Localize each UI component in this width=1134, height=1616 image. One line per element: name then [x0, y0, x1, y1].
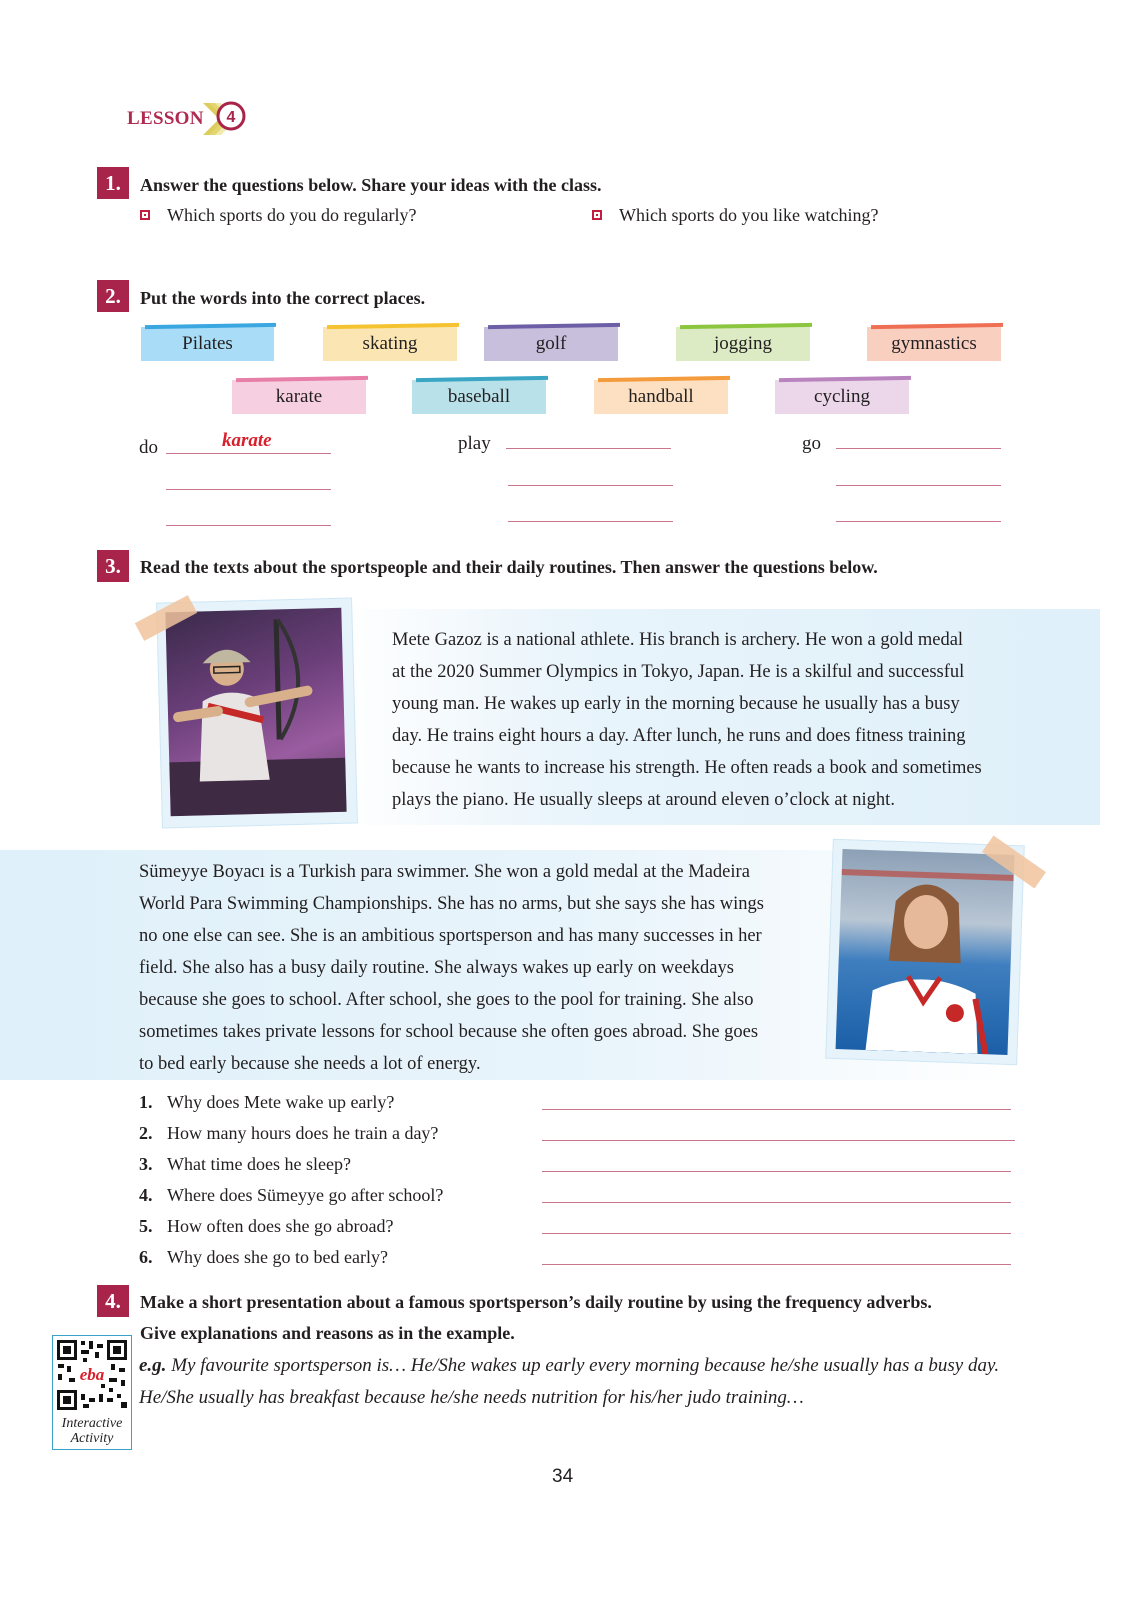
- text-line: sometimes takes private lessons for school because she often goes abroad. She goes: [139, 1022, 759, 1042]
- exercise-number-2: 2.: [97, 280, 129, 312]
- text-line: because she goes to school. After school, she goes to the pool for training. She also: [139, 990, 754, 1010]
- lesson-number-badge: [201, 99, 257, 139]
- tag-stripe: [145, 323, 276, 329]
- text-line: field. She also has a busy daily routine. She always wakes up early on weekdays: [139, 958, 734, 978]
- question-item: [139, 1154, 351, 1175]
- tag-stripe: [416, 376, 548, 382]
- qr-caption-line: Activity: [70, 1431, 114, 1446]
- answer-blank[interactable]: [166, 453, 331, 454]
- exercise-number-3: 3.: [97, 550, 129, 582]
- tag-stripe: [598, 376, 730, 382]
- lesson-number: 4: [226, 109, 236, 126]
- text-line: plays the piano. He usually sleeps at around eleven o’clock at night.: [392, 790, 895, 810]
- exercise-3-instruction: Read the texts about the sportspeople and their daily routines. Then answer the questions below.: [140, 557, 878, 577]
- exercise-1-instruction: Answer the questions below. Share your ideas with the class.: [140, 175, 602, 195]
- text-line: Mete Gazoz is a national athlete. His branch is archery. He won a gold medal: [392, 630, 964, 650]
- word-tag[interactable]: [775, 380, 909, 414]
- exercise-number-4: 4.: [97, 1285, 129, 1317]
- question-text: Why does she go to bed early?: [167, 1247, 388, 1267]
- tag-stripe: [871, 323, 1003, 329]
- answer-blank[interactable]: [166, 525, 331, 526]
- question-item: [139, 1247, 388, 1268]
- bullet-icon: [140, 210, 150, 220]
- verb-do: do: [139, 437, 158, 458]
- question-text: Why does Mete wake up early?: [167, 1092, 395, 1112]
- word-tag[interactable]: [676, 327, 810, 361]
- text-line: young man. He wakes up early in the morning because he usually has a busy: [392, 694, 960, 714]
- word-label: Pilates: [182, 333, 233, 354]
- word-tag[interactable]: [484, 327, 618, 361]
- exercise-4-instruction-line2: Give explanations and reasons as in the example.: [140, 1323, 515, 1343]
- answer-blank[interactable]: [836, 521, 1001, 522]
- word-label: karate: [275, 386, 323, 407]
- word-label: golf: [535, 333, 567, 354]
- example-text: [139, 1350, 1039, 1414]
- photo-frame-sumeyye: [826, 840, 1023, 1064]
- word-tag[interactable]: [594, 380, 728, 414]
- word-tag[interactable]: [412, 380, 546, 414]
- answer-blank[interactable]: [836, 448, 1001, 449]
- eg-label: e.g.: [139, 1355, 167, 1376]
- question-number: 4.: [139, 1185, 153, 1205]
- question-item: [139, 1092, 395, 1113]
- answer-blank[interactable]: [166, 489, 331, 490]
- question-item: [139, 1216, 394, 1237]
- answer-blank[interactable]: [508, 521, 673, 522]
- question-text: How many hours does he train a day?: [167, 1123, 439, 1143]
- example-line: [139, 1350, 1039, 1382]
- text-line: at the 2020 Summer Olympics in Tokyo, Japan. He is a skilful and successful: [392, 662, 965, 682]
- example-answer: karate: [222, 430, 272, 451]
- ex1-question-2: Which sports do you like watching?: [619, 205, 879, 225]
- question-text: How often does she go abroad?: [167, 1216, 394, 1236]
- interactive-activity-qr[interactable]: [52, 1335, 132, 1450]
- question-number: 2.: [139, 1123, 153, 1143]
- example-line-2: He/She usually has breakfast because he/she needs nutrition for his/her judo training…: [139, 1387, 804, 1408]
- word-tag[interactable]: [141, 327, 274, 361]
- example-line-1: My favourite sportsperson is… He/She wakes up early every morning because he/she usually has a busy day.: [171, 1355, 1000, 1376]
- question-number: 3.: [139, 1154, 153, 1174]
- qr-code-icon: [55, 1338, 129, 1412]
- answer-blank[interactable]: [542, 1202, 1011, 1203]
- lesson-label: LESSON: [127, 108, 204, 129]
- answer-blank[interactable]: [542, 1171, 1011, 1172]
- answer-blank[interactable]: [542, 1233, 1011, 1234]
- exercise-4-instruction-line1: Make a short presentation about a famous sportsperson’s daily routine by using the frequency adverbs.: [140, 1292, 932, 1312]
- verb-go: go: [802, 433, 821, 454]
- bullet-icon: [592, 210, 602, 220]
- text-line: Sümeyye Boyacı is a Turkish para swimmer. She won a gold medal at the Madeira: [139, 862, 750, 882]
- text-sumeyye: [139, 856, 829, 1080]
- qr-caption-line: Interactive: [61, 1416, 123, 1431]
- question-number: 5.: [139, 1216, 153, 1236]
- word-tag[interactable]: [232, 380, 366, 414]
- exercise-number-1: 1.: [97, 167, 129, 199]
- word-label: baseball: [447, 386, 511, 407]
- tag-stripe: [236, 376, 368, 382]
- question-item: [139, 1185, 444, 1206]
- verb-play: play: [458, 433, 491, 454]
- page-number: 34: [552, 1466, 574, 1487]
- answer-blank[interactable]: [836, 485, 1001, 486]
- text-line: no one else can see. She is an ambitious sportsperson and has many successes in her: [139, 926, 762, 946]
- word-tag[interactable]: [867, 327, 1001, 361]
- answer-blank[interactable]: [506, 448, 671, 449]
- answer-blank[interactable]: [508, 485, 673, 486]
- answer-blank[interactable]: [542, 1264, 1011, 1265]
- word-label: gymnastics: [891, 333, 977, 354]
- tag-stripe: [327, 323, 459, 329]
- word-label: handball: [628, 386, 694, 407]
- ex1-question-1: Which sports do you do regularly?: [167, 205, 417, 225]
- question-text: What time does he sleep?: [167, 1154, 351, 1174]
- question-number: 6.: [139, 1247, 153, 1267]
- photo-frame-mete: [157, 598, 357, 827]
- archer-photo: [165, 608, 346, 817]
- tag-stripe: [779, 376, 911, 382]
- exercise-2-instruction: Put the words into the correct places.: [140, 288, 426, 308]
- eba-logo: eba: [79, 1365, 105, 1384]
- qr-caption: [53, 1416, 131, 1446]
- word-label: skating: [362, 333, 418, 354]
- text-line: to bed early because she needs a lot of energy.: [139, 1054, 481, 1074]
- answer-blank[interactable]: [542, 1140, 1015, 1141]
- tag-stripe: [488, 323, 620, 329]
- question-number: 1.: [139, 1092, 153, 1112]
- tag-stripe: [680, 323, 812, 329]
- word-label: jogging: [713, 333, 773, 354]
- question-item: [139, 1123, 439, 1144]
- text-line: World Para Swimming Championships. She has no arms, but she says she has wings: [139, 894, 764, 914]
- word-label: cycling: [814, 386, 870, 407]
- text-line: because he wants to increase his strength. He often reads a book and sometimes: [392, 758, 982, 778]
- swimmer-photo: [836, 849, 1015, 1055]
- question-text: Where does Sümeyye go after school?: [167, 1185, 444, 1205]
- text-line: day. He trains eight hours a day. After lunch, he runs and does fitness training: [392, 726, 966, 746]
- text-mete: [392, 624, 1032, 816]
- answer-blank[interactable]: [542, 1109, 1011, 1110]
- word-tag[interactable]: [323, 327, 457, 361]
